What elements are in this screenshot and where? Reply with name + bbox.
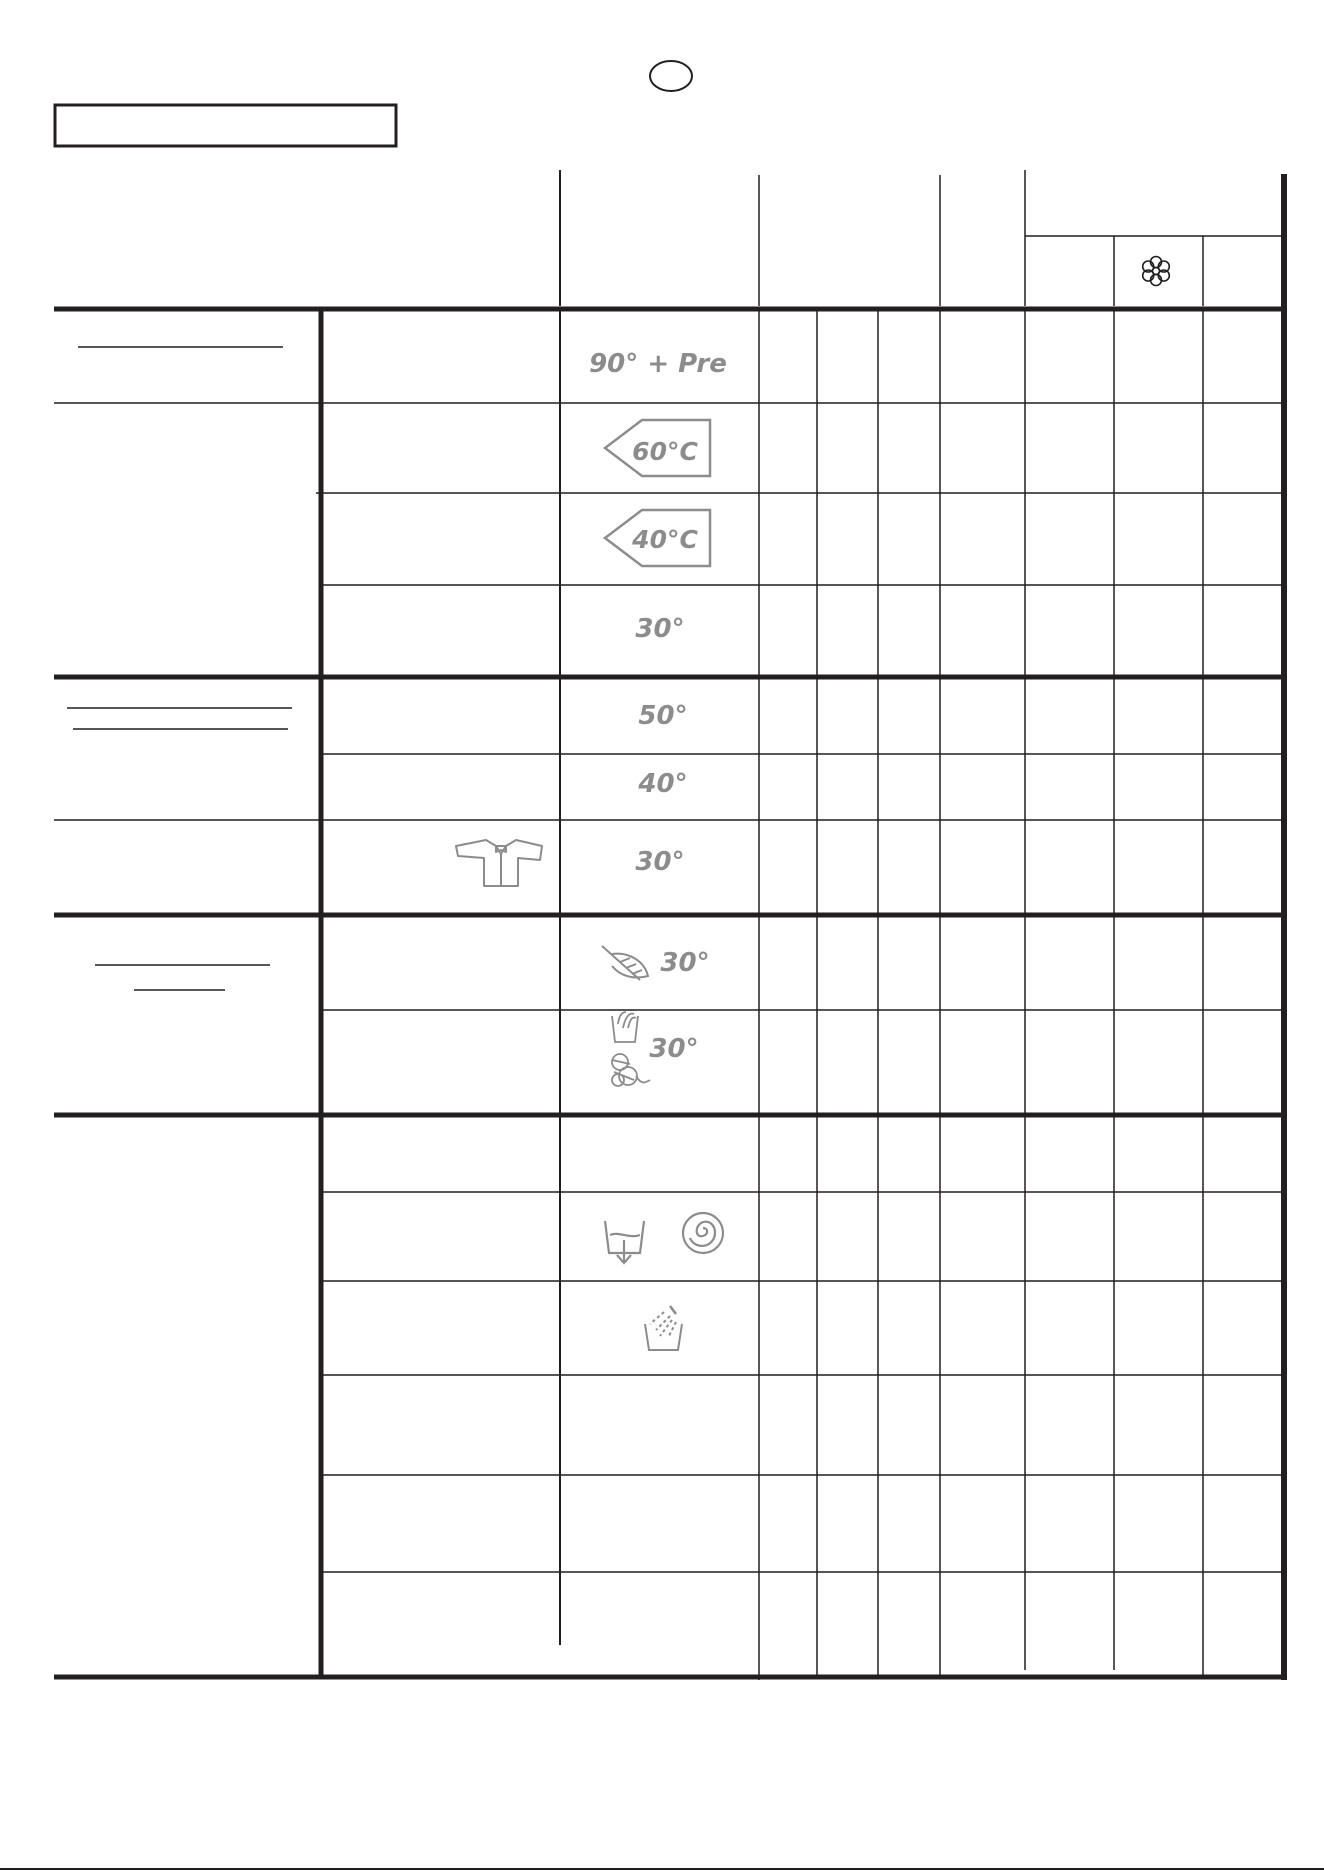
spin-icon <box>683 1213 723 1253</box>
programme-table <box>54 170 1286 1680</box>
row-7-temperature-mark: 30° <box>635 847 685 877</box>
drain-spin-icon <box>605 1213 723 1263</box>
hand-wash-wool-icon <box>612 1012 650 1086</box>
row-2-tag-mark <box>605 420 710 476</box>
row-3-tag-mark <box>605 510 710 566</box>
row-9-temperature-mark: 30° <box>649 1034 699 1064</box>
feather-icon <box>602 946 648 980</box>
row-1-temperature-mark: 90° + Pre <box>589 349 727 379</box>
row-8-temperature-mark: 30° <box>660 948 710 978</box>
shirt-icon <box>456 840 542 886</box>
page-bottom-rule <box>0 1868 1324 1870</box>
row-6-temperature-mark: 40° <box>638 769 688 799</box>
rinse-icon <box>645 1306 682 1350</box>
section-title-box <box>55 105 396 146</box>
flower-icon <box>1143 257 1170 286</box>
drain-icon <box>605 1221 644 1263</box>
language-badge <box>650 61 692 91</box>
row-4-temperature-mark: 30° <box>635 614 685 644</box>
row-2-temperature-mark: 60°C <box>632 437 698 466</box>
row-3-temperature-mark: 40°C <box>632 525 698 554</box>
group-label-underlines <box>67 347 292 990</box>
row-5-temperature-mark: 50° <box>638 701 688 731</box>
